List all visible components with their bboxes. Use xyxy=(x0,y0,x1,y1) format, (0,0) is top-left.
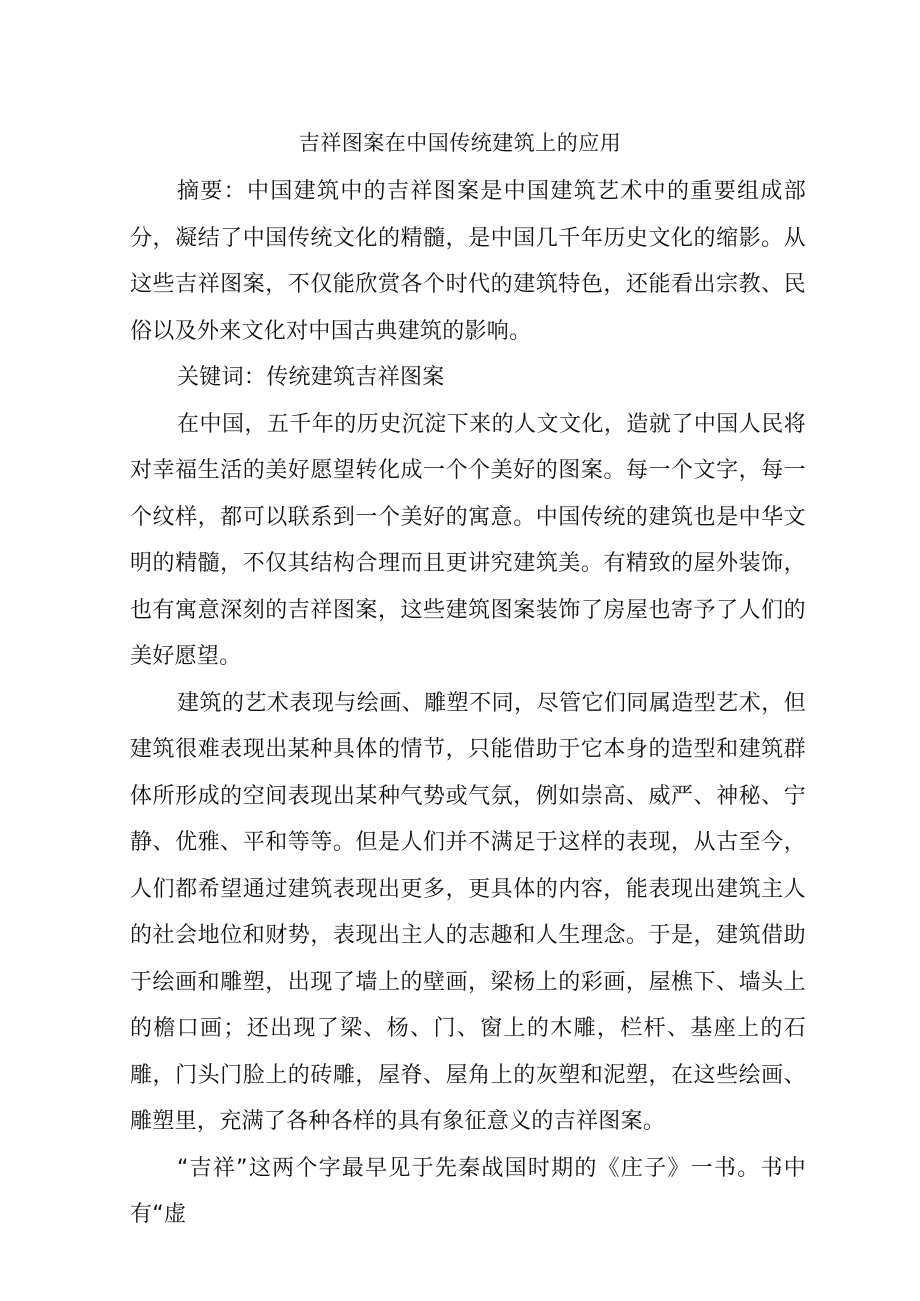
jixiang-origin-paragraph: “吉祥”这两个字最早见于先秦战国时期的《庄子》一书。书中有“虚 xyxy=(130,1155,806,1227)
abstract-paragraph: 摘要：中国建筑中的吉祥图案是中国建筑艺术中的重要组成部分，凝结了中国传统文化的精髓，是中国几千年历史文化的缩影。从这些吉祥图案，不仅能欣赏各个时代的建筑特色，还能看出宗教、民俗以及外来文化对中国古典建筑的影响。 xyxy=(130,179,806,344)
document-body xyxy=(130,169,806,1239)
art-expression-paragraph: 建筑的艺术表现与绘画、雕塑不同，尽管它们同属造型艺术，但建筑很难表现出某种具体的情节，只能借助于它本身的造型和建筑群体所形成的空间表现出某种气势或气氛，例如崇高、威严、神秘、宁静、优雅、平和等等。但是人们并不满足于这样的表现，从古至今，人们都希望通过建筑表现出更多，更具体的内容，能表现出建筑主人的社会地位和财势，表现出主人的志趣和人生理念。于是，建筑借助于绘画和雕塑，出现了墙上的壁画，梁杨上的彩画，屋樵下、墙头上的檐口画；还出现了梁、杨、门、窗上的木雕，栏杆、基座上的石雕，门头门脸上的砖雕，屋脊、屋角上的灰塑和泥塑，在这些绘画、雕塑里，充满了各种各样的具有象征意义的吉祥图案。 xyxy=(130,690,806,1134)
keywords-paragraph: 关键词：传统建筑吉祥图案 xyxy=(177,365,445,390)
intro-paragraph: 在中国，五千年的历史沉淀下来的人文文化，造就了中国人民将对幸福生活的美好愿望转化成一个个美好的图案。每一个文字，每一个纹样，都可以联系到一个美好的寓意。中国传统的建筑也是中华文明的精髓，不仅其结构合理而且更讲究建筑美。有精致的屋外装饰，也有寓意深刻的吉祥图案，这些建筑图案装饰了房屋也寄予了人们的美好愿望。 xyxy=(130,411,806,669)
document-title: 吉祥图案在中国传统建筑上的应用 xyxy=(298,131,622,155)
